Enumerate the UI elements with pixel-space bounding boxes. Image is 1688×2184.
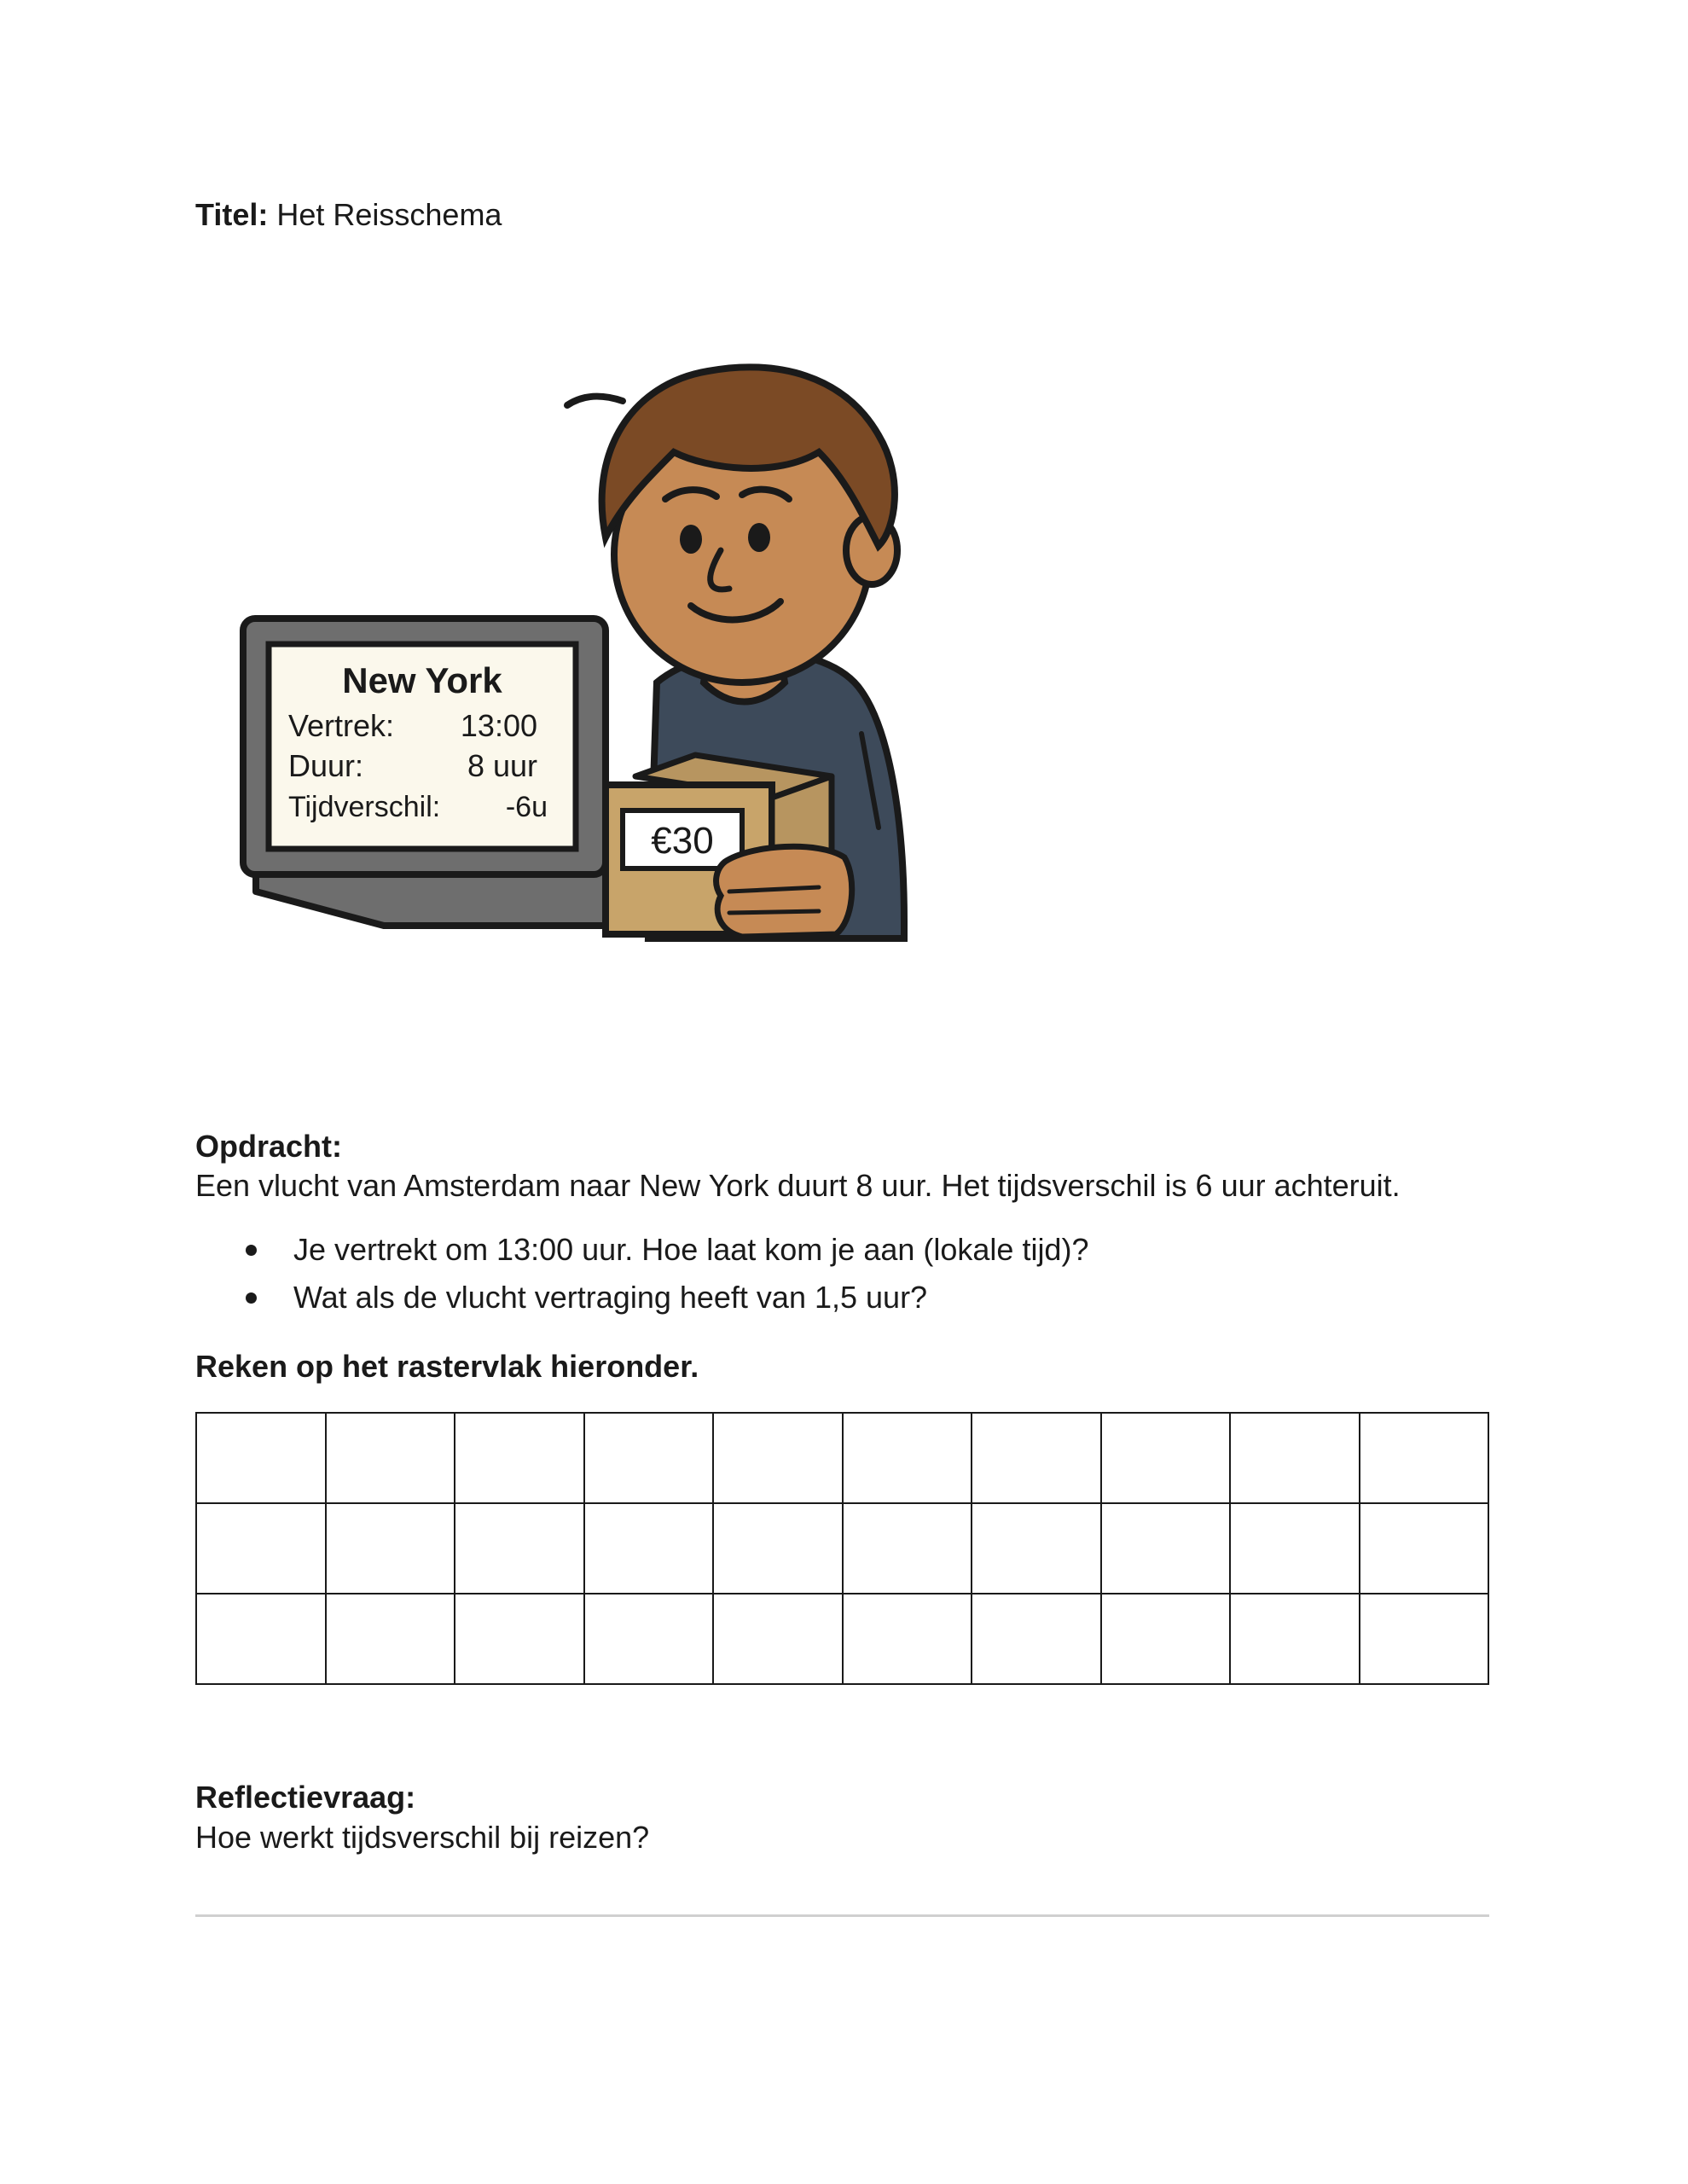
grid-row <box>196 1503 1488 1594</box>
grid-cell[interactable] <box>713 1413 843 1503</box>
grid-cell[interactable] <box>584 1503 714 1594</box>
question-list <box>239 1231 1088 1327</box>
grid-cell[interactable] <box>1101 1413 1231 1503</box>
grid-cell[interactable] <box>1360 1594 1489 1684</box>
grid-cell[interactable] <box>843 1413 972 1503</box>
grid-cell[interactable] <box>1101 1503 1231 1594</box>
screen-city: New York <box>342 660 502 700</box>
grid-cell[interactable] <box>972 1413 1101 1503</box>
screen-departure-value: 13:00 <box>460 708 537 743</box>
grid-cell[interactable] <box>584 1413 714 1503</box>
grid-cell[interactable] <box>1101 1594 1231 1684</box>
screen-duration-value: 8 uur <box>467 748 537 783</box>
grid-cell[interactable] <box>326 1594 455 1684</box>
screen-duration-label: Duur: <box>288 748 364 783</box>
assignment-heading: Opdracht: <box>195 1129 343 1164</box>
grid-row <box>196 1594 1488 1684</box>
grid-cell[interactable] <box>455 1594 584 1684</box>
grid-cell[interactable] <box>455 1413 584 1503</box>
list-item: Je vertrekt om 13:00 uur. Hoe laat kom je aan (lokale tijd)? <box>239 1231 1088 1269</box>
price-tag-text: €30 <box>651 820 714 862</box>
grid-cell[interactable] <box>843 1503 972 1594</box>
grid-cell[interactable] <box>1230 1413 1360 1503</box>
title-label: Titel: <box>195 197 269 232</box>
list-item: Wat als de vlucht vertraging heeft van 1,5 uur? <box>239 1279 1088 1316</box>
answer-line <box>195 1914 1489 1917</box>
grid-heading: Reken op het rastervlak hieronder. <box>195 1349 699 1384</box>
calculation-grid[interactable] <box>195 1412 1489 1685</box>
grid-cell[interactable] <box>584 1594 714 1684</box>
screen-timediff-value: -6u <box>505 791 548 823</box>
grid-cell[interactable] <box>1360 1503 1489 1594</box>
grid-cell[interactable] <box>196 1503 326 1594</box>
grid-cell[interactable] <box>196 1413 326 1503</box>
grid-cell[interactable] <box>1230 1594 1360 1684</box>
grid-cell[interactable] <box>713 1594 843 1684</box>
reflection-heading: Reflectievraag: <box>195 1780 416 1815</box>
grid-cell[interactable] <box>843 1594 972 1684</box>
screen-departure-label: Vertrek: <box>288 708 395 743</box>
grid-cell[interactable] <box>326 1503 455 1594</box>
page-title <box>195 196 502 234</box>
grid-cell[interactable] <box>326 1413 455 1503</box>
grid-cell[interactable] <box>1230 1503 1360 1594</box>
grid-cell[interactable] <box>972 1503 1101 1594</box>
grid-row <box>196 1413 1488 1503</box>
grid-cell[interactable] <box>196 1594 326 1684</box>
title-text: Het Reisschema <box>276 197 502 232</box>
grid-cell[interactable] <box>972 1594 1101 1684</box>
reflection-question: Hoe werkt tijdsverschil bij reizen? <box>195 1820 650 1855</box>
grid-cell[interactable] <box>713 1503 843 1594</box>
screen-timediff-label: Tijdverschil: <box>288 791 441 823</box>
grid-cell[interactable] <box>1360 1413 1489 1503</box>
boy-with-laptop-illustration <box>230 324 1032 990</box>
assignment-intro: Een vlucht van Amsterdam naar New York duurt 8 uur. Het tijdsverschil is 6 uur achteruit. <box>195 1168 1401 1203</box>
grid-cell[interactable] <box>455 1503 584 1594</box>
